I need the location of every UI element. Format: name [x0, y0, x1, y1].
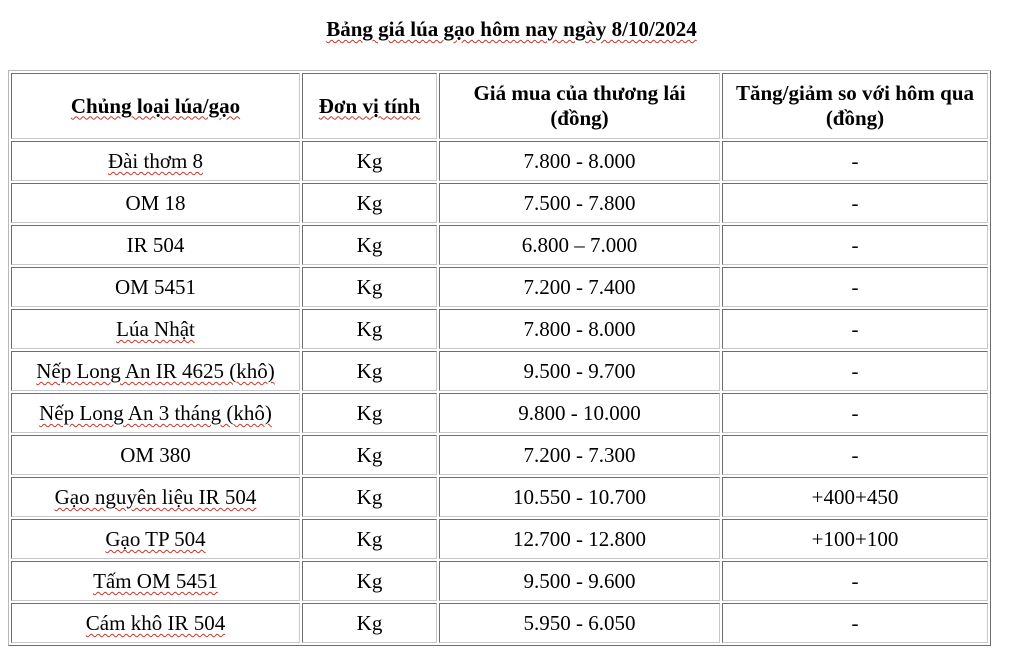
product-cell: OM 380	[11, 435, 300, 475]
unit-cell: Kg	[302, 351, 437, 391]
table-row	[11, 225, 988, 265]
unit-cell: Kg	[302, 183, 437, 223]
header-product-type: Chủng loại lúa/gạo	[11, 73, 300, 139]
unit-cell: Kg	[302, 267, 437, 307]
table-row	[11, 603, 988, 643]
product-cell: Gạo nguyên liệu IR 504	[11, 477, 300, 517]
document-title	[0, 14, 1023, 44]
change-cell: +400+450	[722, 477, 988, 517]
product-cell: Đài thơm 8	[11, 141, 300, 181]
table-row	[11, 141, 988, 181]
unit-cell: Kg	[302, 603, 437, 643]
table-row	[11, 477, 988, 517]
product-cell: Nếp Long An 3 tháng (khô)	[11, 393, 300, 433]
unit-cell: Kg	[302, 393, 437, 433]
change-cell: -	[722, 435, 988, 475]
product-cell: Cám khô IR 504	[11, 603, 300, 643]
unit-cell: Kg	[302, 561, 437, 601]
change-cell: +100+100	[722, 519, 988, 559]
unit-cell: Kg	[302, 309, 437, 349]
price-cell: 7.200 - 7.400	[439, 267, 720, 307]
header-unit: Đơn vị tính	[302, 73, 437, 139]
header-row	[11, 73, 988, 139]
table-row	[11, 351, 988, 391]
unit-cell: Kg	[302, 435, 437, 475]
change-cell: -	[722, 561, 988, 601]
rice-price-table	[8, 70, 991, 646]
table-row	[11, 519, 988, 559]
header-buy-price: Giá mua của thương lái (đồng)	[439, 73, 720, 139]
price-cell: 9.500 - 9.700	[439, 351, 720, 391]
product-cell: Nếp Long An IR 4625 (khô)	[11, 351, 300, 391]
change-cell: -	[722, 603, 988, 643]
price-cell: 9.500 - 9.600	[439, 561, 720, 601]
product-cell: OM 18	[11, 183, 300, 223]
table-row	[11, 183, 988, 223]
product-cell: OM 5451	[11, 267, 300, 307]
table-row	[11, 309, 988, 349]
change-cell: -	[722, 393, 988, 433]
price-cell: 6.800 – 7.000	[439, 225, 720, 265]
price-cell: 5.950 - 6.050	[439, 603, 720, 643]
change-cell: -	[722, 225, 988, 265]
table-row	[11, 393, 988, 433]
change-cell: -	[722, 267, 988, 307]
unit-cell: Kg	[302, 519, 437, 559]
change-cell: -	[722, 351, 988, 391]
change-cell: -	[722, 183, 988, 223]
table-row	[11, 561, 988, 601]
price-cell: 9.800 - 10.000	[439, 393, 720, 433]
product-cell: Tấm OM 5451	[11, 561, 300, 601]
price-cell: 7.800 - 8.000	[439, 309, 720, 349]
change-cell: -	[722, 309, 988, 349]
price-cell: 12.700 - 12.800	[439, 519, 720, 559]
price-cell: 7.500 - 7.800	[439, 183, 720, 223]
header-change: Tăng/giảm so với hôm qua (đồng)	[722, 73, 988, 139]
price-cell: 7.200 - 7.300	[439, 435, 720, 475]
unit-cell: Kg	[302, 477, 437, 517]
unit-cell: Kg	[302, 141, 437, 181]
change-cell: -	[722, 141, 988, 181]
product-cell: Lúa Nhật	[11, 309, 300, 349]
product-cell: Gạo TP 504	[11, 519, 300, 559]
document-title-text: Bảng giá lúa gạo hôm nay ngày 8/10/2024	[326, 17, 697, 41]
price-cell: 7.800 - 8.000	[439, 141, 720, 181]
product-cell: IR 504	[11, 225, 300, 265]
price-cell: 10.550 - 10.700	[439, 477, 720, 517]
table-row	[11, 435, 988, 475]
unit-cell: Kg	[302, 225, 437, 265]
table-row	[11, 267, 988, 307]
